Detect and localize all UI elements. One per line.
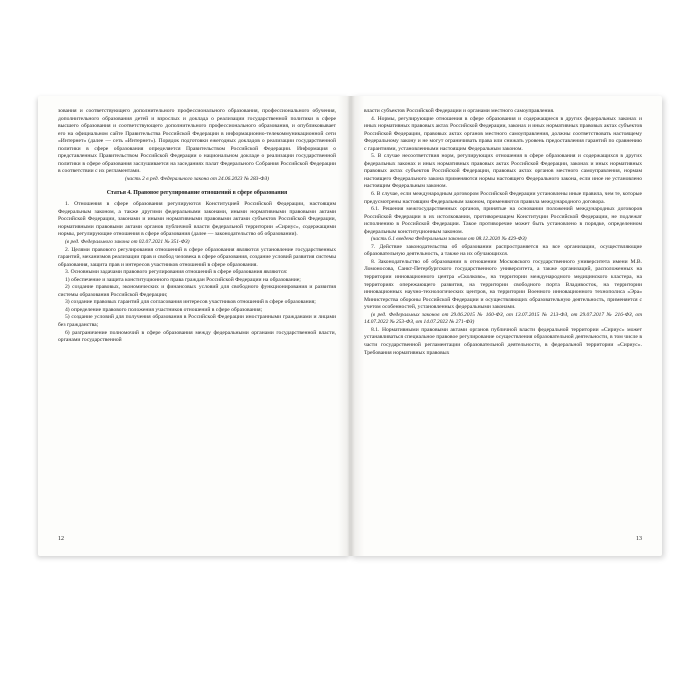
paragraph: 8. Законодательство об образовании в отношении Московского государственного университета имени М.В. Ломоносова, Санкт-Петербургского государственного университета, а также организаций, расположенных на территории инновационного центра «Сколково», на территории международного медицинского кластера, на территориях опережающего развития, на территории свободного порта Владивосток, на территории инновационных научно-технологических центров, на территории Военного инновационного технополиса «Эра» Министерства обороны Российской Федерации и осуществляющих образовательную деятельность, применяется с учетом особенностей, установленных федеральными законами. xyxy=(364,258,642,311)
amendment-note: (в ред. Федерального закона от 02.07.2021 № 351-ФЗ) xyxy=(65,239,190,245)
list-item: 6) разграничение полномочий в сфере образования между федеральными органами государственной власти, органами государственной xyxy=(58,329,336,344)
paragraph: 8.1. Нормативными правовыми актами органов публичной власти федеральной территории «Сириус» может устанавливаться специальное правовое регулирование осуществления образовательной деятельности, в том числе в части государственной регламентации образовательной деятельности, в федеральной территории «Сириус». Требования нормативных правовых xyxy=(364,326,642,356)
paragraph: 3. Основными задачами правового регулирования отношений в сфере образования являются: xyxy=(65,269,288,276)
page-number-right: 13 xyxy=(636,536,642,542)
right-page-text-column xyxy=(364,108,642,357)
right-page xyxy=(350,96,662,556)
amendment-note: (в ред. Федеральных законов от 29.06.2015 № 160-ФЗ, от 13.07.2015 № 213-ФЗ, от 29.07.2017 № 216-ФЗ, от 14.07.2022 № 253-ФЗ, от 14.07.2022 № 271-ФЗ) xyxy=(364,311,642,326)
list-item: 5) создание условий для получения образования в Российской Федерации иностранными гражданами и лицами без гражданства; xyxy=(58,314,336,329)
list-item: 2) создание правовых, экономических и финансовых условий для свободного функционирования и развития системы образования Российской Федерации; xyxy=(58,284,336,298)
page-number-left: 12 xyxy=(58,536,64,542)
article-heading: Статья 4. Правовое регулирование отношений в сфере образования xyxy=(106,190,288,197)
list-item: 1) обеспечение и защита конституционного права граждан Российской Федерации на образование; xyxy=(65,276,301,283)
list-item: 4) определение правового положения участников отношений в сфере образования; xyxy=(65,306,263,313)
amendment-note: (часть 6.1 введена Федеральным законом от 08.12.2020 № 429-ФЗ) xyxy=(371,236,527,243)
paragraph: 5. В случае несоответствия норм, регулирующих отношения в сфере образования и содержащихся в других федеральных законах и иных нормативных правовых актах Российской Федерации, законах и иных нормативных правовых актах субъектов Российской Федерации, правовых актах органов местного самоуправления, нормам настоящего Федерального закона применяются нормы настоящего Федерального закона, если иное не установлено настоящим Федеральным законом. xyxy=(364,153,642,190)
paragraph: 7. Действие законодательства об образовании распространяется на все организации, осуществляющие образовательную деятельность, а также на их обучающихся. xyxy=(364,243,642,258)
list-item: 3) создание правовых гарантий для согласования интересов участников отношений в сфере образования; xyxy=(65,299,316,306)
paragraph: 6.1. Решения межгосударственных органов, принятые на основании положений международных договоров Российской Федерации в их истолковании, противоречащем Конституции Российской Федерации, не подлежат исполнению в Российской Федерации. Такое противоречие может быть установлено в порядке, определенном федеральным конституционным законом. xyxy=(364,206,642,235)
paragraph: 2. Целями правового регулирования отношений в сфере образования являются установление государственных гарантий, механизмов реализации прав и свобод человека в сфере образования, создание условий развития системы образования, защита прав и интересов участников отношений в сфере образования. xyxy=(58,246,336,268)
left-page-text-column xyxy=(58,108,336,345)
paragraph: зования и соответствующего дополнительного профессионального образования, профессионального обучения, дополнительного образования детей и взрослых и доклада о реализации государственной политики в сфере высшего образования и соответствующего дополнительного профессионального образования, и опубликовывает его на официальном сайте Правительства Российской Федерации в информационно-телекоммуникационной сети «Интернет» (далее — сеть «Интернет»). Порядок подготовки ежегодных докладов о реализации государственной политики в сфере образования определяется Правительством Российской Федерации. Информация о представленных Правительством Российской Федерации о национальном докладе о реализации государственной политики в сфере образования заслушивается на заседаниях палат Федерального Собрания Российской Федерации в соответствии с их регламентами. xyxy=(58,108,336,175)
left-page xyxy=(38,96,350,556)
amendment-note: (часть 2 в ред. Федерального закона от 24.06.2023 № 283-ФЗ) xyxy=(125,175,269,182)
paragraph: 6. В случае, если международным договором Российской Федерации установлены иные правила, чем те, которые предусмотрены настоящим Федеральным законом, применяются правила международного договора. xyxy=(364,191,642,205)
paragraph: 4. Нормы, регулирующие отношения в сфере образования и содержащиеся в других федеральных законах и иных нормативных правовых актах Российской Федерации, законах и иных нормативных правовых актах субъектов Российской Федерации, правовых актах органов местного самоуправления, должны соответствовать настоящему Федеральному закону и не могут ограничивать права или снижать уровень предоставления гарантий по сравнению с гарантиями, установленными настоящим Федеральным законом. xyxy=(364,115,642,152)
book-gutter xyxy=(338,96,364,556)
paragraph: власти субъектов Российской Федерации и органами местного самоуправления. xyxy=(364,108,555,114)
paragraph: 1. Отношения в сфере образования регулируются Конституцией Российской Федерации, настоящим Федеральным законом, а также другими федеральными законами, иными нормативными правовыми актами Российской Федерации, законами и иными нормативными правовыми актами субъектов Российской Федерации, нормативными правовыми актами органов публичной власти федеральной территории «Сириус», содержащими нормы, регулирующие отношения в сфере образования (далее — законодательство об образовании). xyxy=(58,201,336,238)
